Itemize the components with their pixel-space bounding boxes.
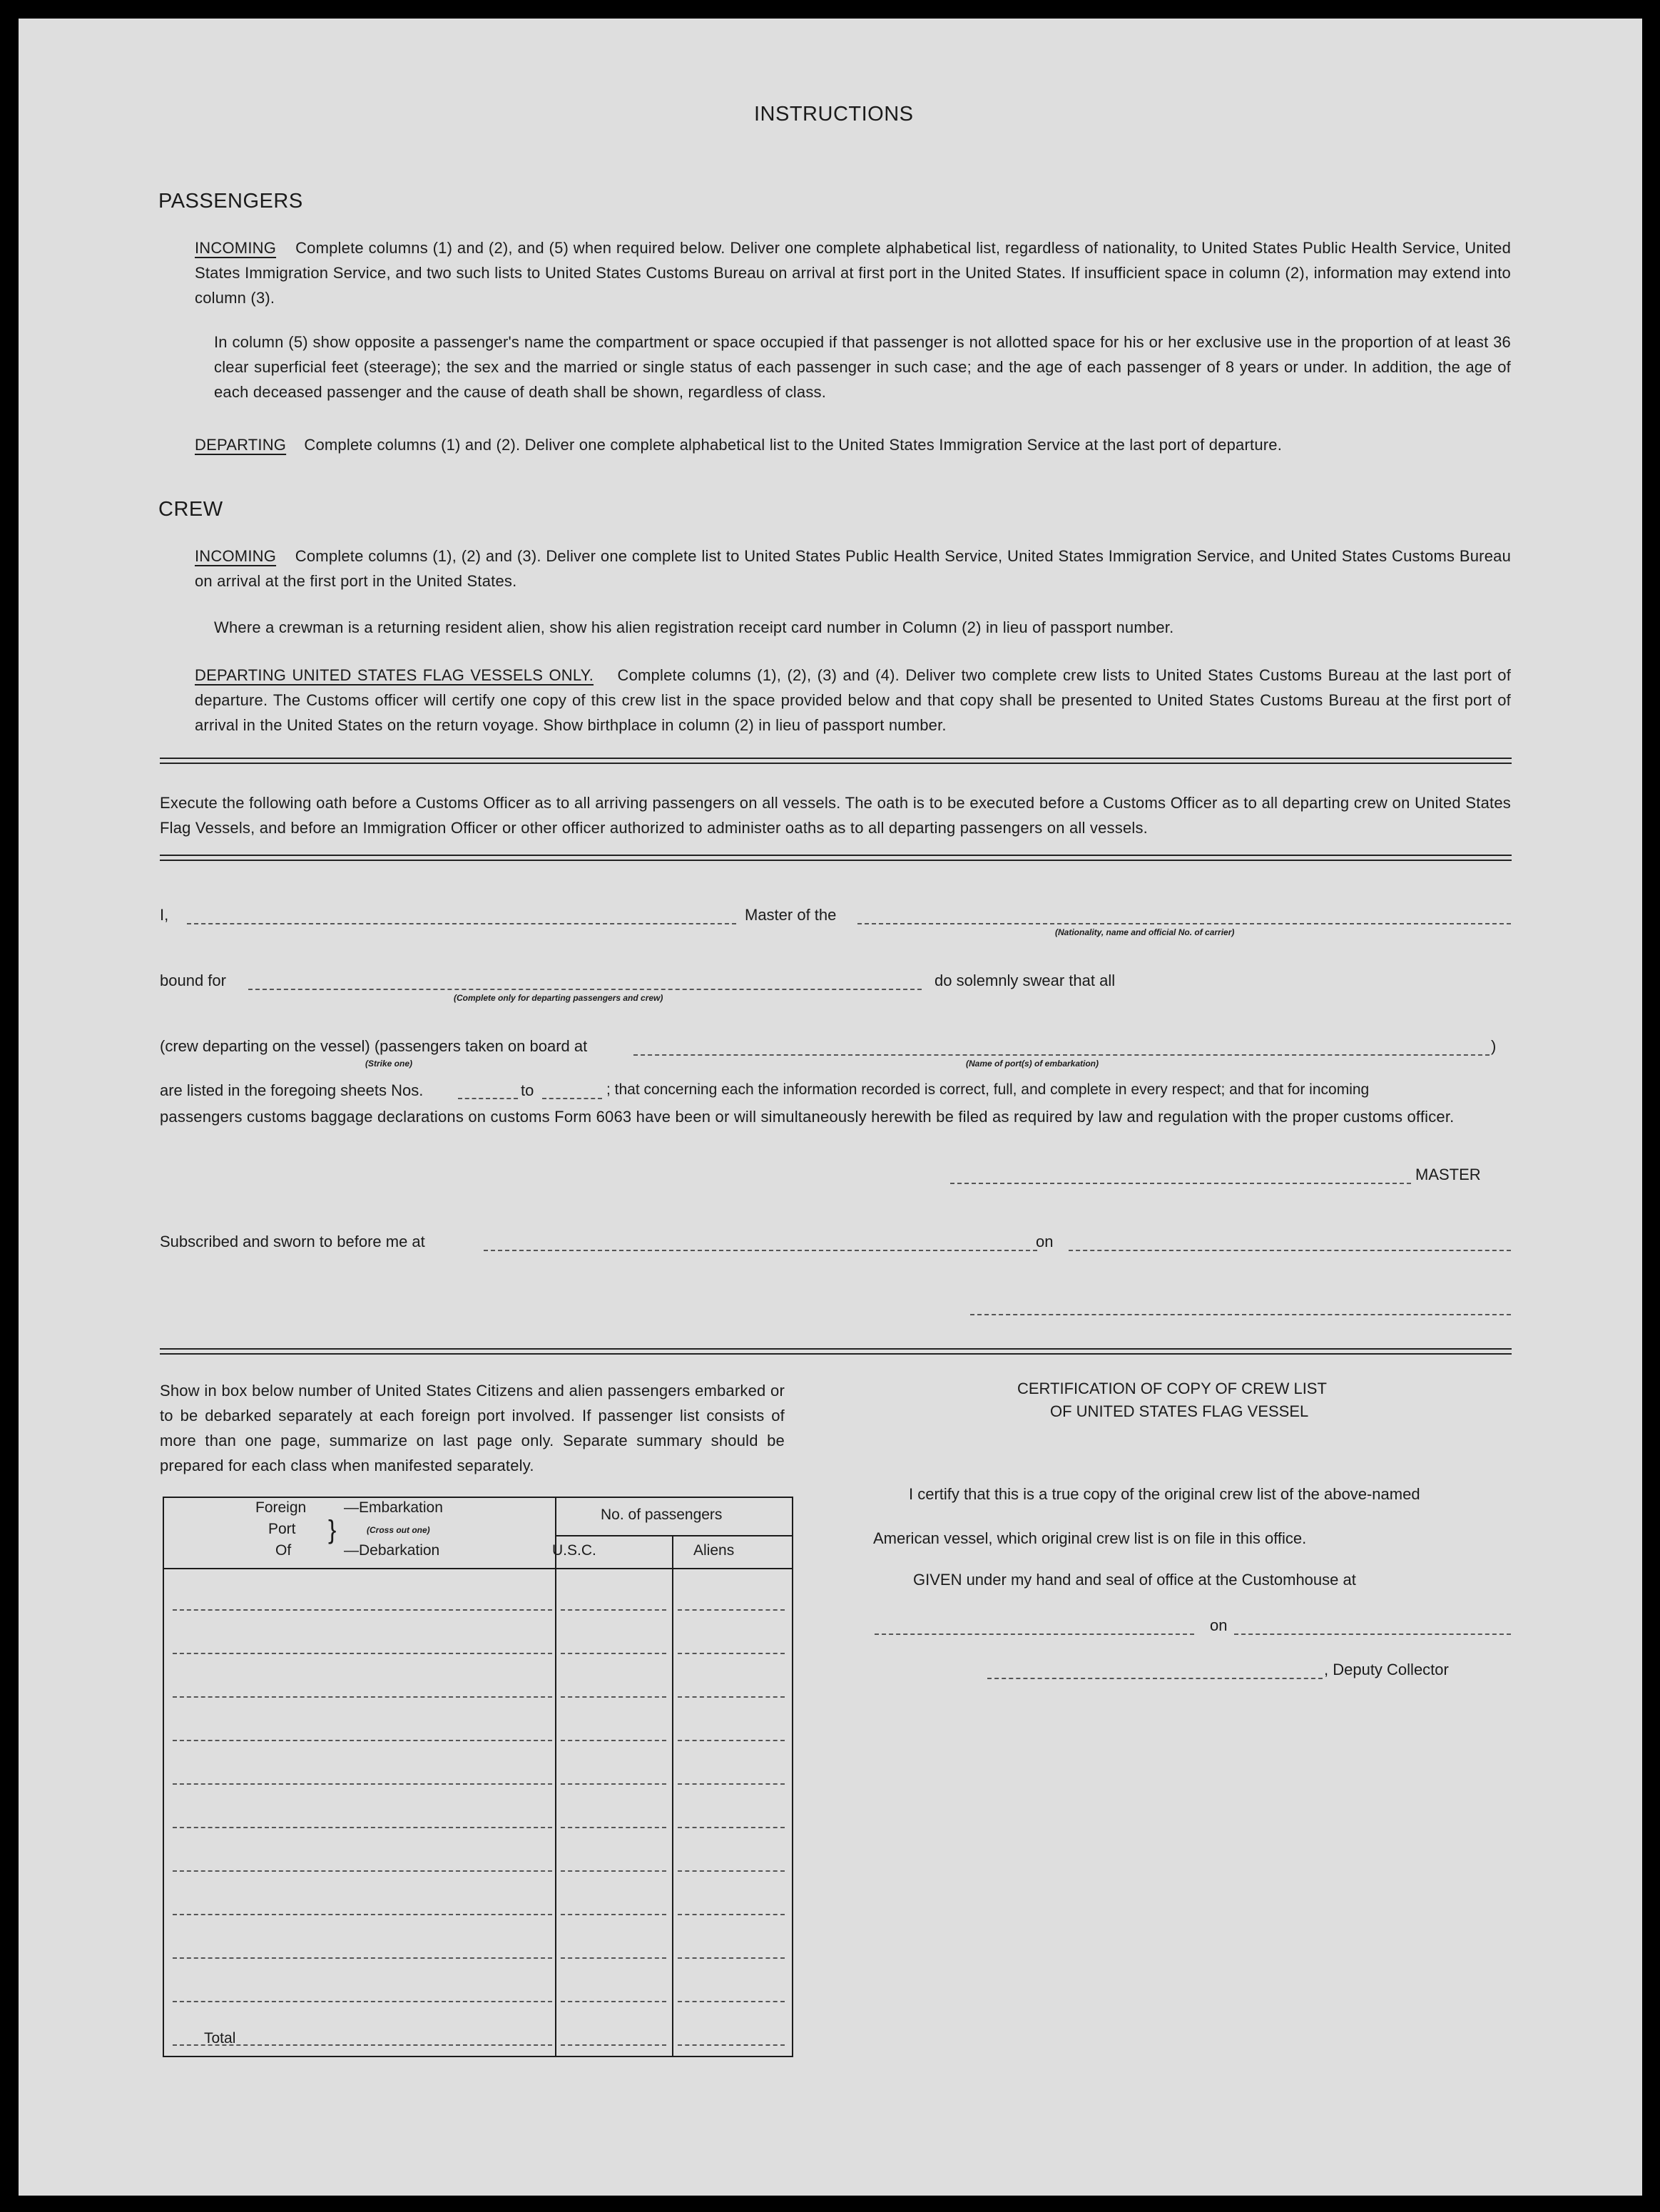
- table-row-line[interactable]: [173, 1609, 552, 1611]
- master-signature-field[interactable]: [950, 1183, 1411, 1184]
- passengers-departing-paragraph: [195, 432, 1511, 457]
- passengers-incoming-label: INCOMING: [195, 239, 277, 257]
- table-row-line[interactable]: [173, 1653, 552, 1654]
- form-page: [19, 19, 1642, 2196]
- carrier-caption: (Nationality, name and official No. of carrier): [1055, 927, 1235, 937]
- subscribed-place-field[interactable]: [484, 1250, 1037, 1251]
- cross-out-caption: (Cross out one): [367, 1525, 430, 1535]
- oath-instructions: Execute the following oath before a Customs Officer as to all arriving passengers on all vessels. The oath is to be executed before a Customs Officer as to all departing crew on United States Flag Vessels, and before an Immigration Officer or other officer authorized to administer oaths as to all departing passengers on all vessels.: [160, 794, 1511, 837]
- listed-continuation: passengers customs baggage declarations on customs Form 6063 have been or will simultaneously herewith be filed as required by law and regulation with the proper customs officer.: [160, 1108, 1455, 1126]
- table-row-line[interactable]: [173, 1870, 552, 1872]
- crew-incoming-paragraph: [195, 544, 1511, 593]
- bound-for-caption: (Complete only for departing passengers and crew): [454, 993, 663, 1003]
- col-usc: U.S.C.: [552, 1542, 596, 1559]
- close-paren: ): [1491, 1037, 1497, 1055]
- table-row-line[interactable]: [561, 2001, 666, 2002]
- embarkation-label: —Embarkation: [344, 1499, 443, 1516]
- header-bottom-rule: [164, 1568, 792, 1569]
- table-row-line[interactable]: [678, 1870, 785, 1872]
- table-row-line[interactable]: [173, 1827, 552, 1828]
- port-of-embarkation-field[interactable]: [633, 1054, 1490, 1056]
- page-title: INSTRUCTIONS: [754, 103, 914, 126]
- col-of: Of: [275, 1542, 292, 1559]
- summary-instructions: Show in box below number of United States Citizens and alien passengers embarked or to be debarked separately at each foreign port involved. If passenger list consists of more than one page, summarize on last page only. Separate summary should be prepared for each class when manifested separately.: [160, 1382, 785, 1474]
- table-row-line[interactable]: [678, 1609, 785, 1611]
- table-row-line[interactable]: [561, 1696, 666, 1698]
- master-label: MASTER: [1415, 1166, 1481, 1183]
- brace-icon: }: [328, 1515, 337, 1545]
- table-row-line[interactable]: [173, 1740, 552, 1741]
- debarkation-label: —Debarkation: [344, 1542, 440, 1559]
- double-rule-divider: [160, 758, 1512, 764]
- col-port: Port: [268, 1521, 296, 1537]
- table-row-line[interactable]: [561, 1827, 666, 1828]
- header-divider: [555, 1535, 792, 1536]
- total-label: Total: [204, 2030, 236, 2047]
- swear-label: do solemnly swear that all: [935, 972, 1116, 989]
- passengers-incoming-paragraph: [195, 235, 1511, 310]
- to-label: to: [521, 1081, 534, 1099]
- listed-prefix: are listed in the foregoing sheets Nos.: [160, 1081, 424, 1099]
- table-row-line[interactable]: [173, 2001, 552, 2002]
- table-row-line[interactable]: [678, 1783, 785, 1785]
- col-foreign: Foreign: [255, 1499, 307, 1516]
- passengers-departing-text: Complete columns (1) and (2). Deliver one complete alphabetical list to the United States Immigration Service at the last port of departure.: [304, 436, 1283, 454]
- table-row-line[interactable]: [678, 1957, 785, 1959]
- passenger-summary-table: [163, 1497, 793, 2057]
- col-aliens: Aliens: [693, 1542, 735, 1559]
- table-row-line[interactable]: [678, 1653, 785, 1654]
- column-divider: [672, 1535, 673, 2056]
- table-row-line[interactable]: [678, 2001, 785, 2002]
- certification-title-2: OF UNITED STATES FLAG VESSEL: [1050, 1402, 1309, 1420]
- crew-resident-paragraph: Where a crewman is a returning resident alien, show his alien registration receipt card number in Column (2) in lieu of passport number.: [214, 618, 1174, 636]
- crew-departing-paragraph: [195, 663, 1511, 738]
- passengers-incoming-text: Complete columns (1) and (2), and (5) when required below. Deliver one complete alphabetical list, regardless of nationality, to United States Public Health Service, United States Immigration Service, and two such lists to United States Customs Bureau on arrival at first port in the United States. If insufficient space in column (2), information may extend into column (3).: [195, 239, 1512, 307]
- certification-line-3: GIVEN under my hand and seal of office at the Customhouse at: [913, 1571, 1356, 1589]
- table-row-line[interactable]: [678, 1914, 785, 1915]
- certification-line-2: American vessel, which original crew list is on file in this office.: [873, 1529, 1307, 1547]
- passengers-departing-label: DEPARTING: [195, 436, 287, 454]
- double-rule-divider: [160, 855, 1512, 861]
- crew-departing-label: DEPARTING UNITED STATES FLAG VESSELS ONLY.: [195, 666, 594, 684]
- table-row-line[interactable]: [561, 1783, 666, 1785]
- table-row-line[interactable]: [561, 1870, 666, 1872]
- crew-incoming-label: INCOMING: [195, 547, 277, 565]
- certification-line-1: I certify that this is a true copy of the original crew list of the above-named: [909, 1485, 1420, 1503]
- table-row-line[interactable]: [678, 2044, 785, 2046]
- table-row-line[interactable]: [173, 1783, 552, 1785]
- subscribed-label: Subscribed and sworn to before me at: [160, 1233, 425, 1250]
- passengers-heading: PASSENGERS: [158, 190, 303, 213]
- table-row-line[interactable]: [678, 1740, 785, 1741]
- sheets-to-field[interactable]: [542, 1098, 602, 1099]
- deputy-signature-field[interactable]: [987, 1678, 1323, 1679]
- customhouse-field[interactable]: [875, 1633, 1194, 1635]
- table-row-line[interactable]: [678, 1696, 785, 1698]
- embarkation-caption: (Name of port(s) of embarkation): [966, 1059, 1099, 1069]
- col-no-passengers: No. of passengers: [601, 1507, 723, 1523]
- table-row-line[interactable]: [561, 2044, 666, 2046]
- table-row-line[interactable]: [561, 1914, 666, 1915]
- bound-for-field[interactable]: [248, 989, 922, 990]
- master-name-field[interactable]: [187, 923, 736, 924]
- table-row-line[interactable]: [173, 1696, 552, 1698]
- certification-date-field[interactable]: [1234, 1633, 1511, 1635]
- crew-heading: CREW: [158, 498, 223, 521]
- master-of-the-label: Master of the: [745, 906, 837, 924]
- strike-one-caption: (Strike one): [365, 1059, 413, 1069]
- oath-i-label: I,: [160, 906, 169, 924]
- table-row-line[interactable]: [561, 1653, 666, 1654]
- double-rule-divider: [160, 1348, 1512, 1355]
- table-row-line[interactable]: [561, 1740, 666, 1741]
- bound-for-label: bound for: [160, 972, 226, 989]
- passengers-column5-paragraph: In column (5) show opposite a passenger's name the compartment or space occupied if that passenger is not allotted space for his or her exclusive use in the proportion of at least 36 clear superficial feet (steerage); the sex and the married or single status of each passenger in such case; and the age of each passenger of 8 years or under. In addition, the age of each deceased passenger and the cause of death shall be shown, regardless of class.: [214, 333, 1511, 401]
- certification-on-label: on: [1210, 1616, 1228, 1634]
- table-row-line[interactable]: [561, 1957, 666, 1959]
- crew-incoming-text: Complete columns (1), (2) and (3). Deliver one complete list to United States Public Health Service, United States Immigration Service, and United States Customs Bureau on arrival at the first port in the United States.: [195, 547, 1512, 590]
- deputy-collector-label: , Deputy Collector: [1324, 1661, 1449, 1678]
- table-row-line[interactable]: [173, 1957, 552, 1959]
- subscribed-date-field[interactable]: [1069, 1250, 1511, 1251]
- column-divider: [555, 1498, 556, 2056]
- crew-departing-text: Complete columns (1), (2), (3) and (4). Deliver two complete crew lists to United States Customs Bureau at the last port of departure. The Customs officer will certify one copy of this crew list in the space provided below and that copy shall be presented to United States Customs Bureau at the first port of arrival in the United States on the return voyage. Show birthplace in column (2) in lieu of passport number.: [195, 666, 1512, 734]
- subscribed-on-label: on: [1036, 1233, 1054, 1250]
- table-row-line[interactable]: [561, 1609, 666, 1611]
- table-row-line[interactable]: [173, 1914, 552, 1915]
- officer-signature-field[interactable]: [970, 1314, 1511, 1315]
- crew-departing-label: (crew departing on the vessel) (passengers taken on board at: [160, 1037, 588, 1055]
- listed-suffix: ; that concerning each the information recorded is correct, full, and complete in every respect; and that for incoming: [606, 1081, 1370, 1098]
- sheets-from-field[interactable]: [458, 1098, 518, 1099]
- table-row-line[interactable]: [678, 1827, 785, 1828]
- carrier-field[interactable]: [857, 923, 1511, 924]
- certification-title-1: CERTIFICATION OF COPY OF CREW LIST: [1017, 1380, 1327, 1397]
